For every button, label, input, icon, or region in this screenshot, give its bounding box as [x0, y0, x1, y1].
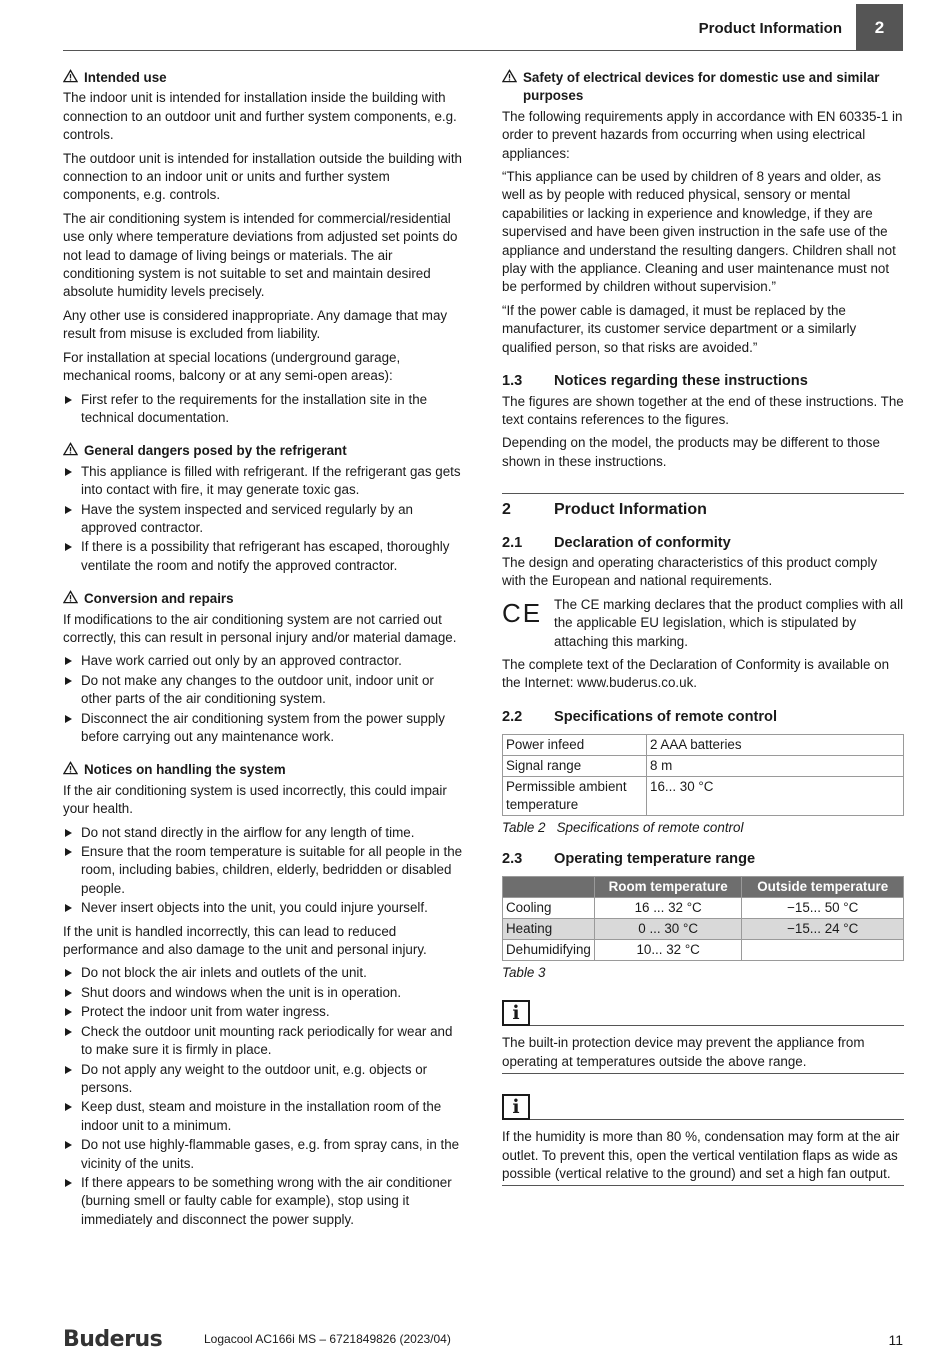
- conversion-heading: Conversion and repairs: [63, 590, 463, 608]
- paragraph: The following requirements apply in accordance with EN 60335-1 in order to prevent hazards from occurring when using electrical appliances:: [502, 108, 903, 161]
- remote-spec-table: [502, 734, 904, 816]
- header-rule: [63, 50, 856, 51]
- list-item: This appliance is filled with refrigerant. If the refrigerant gas gets into contact with fire, it may generate toxic gas.: [63, 463, 463, 500]
- section-2-3-heading: 2.3 Operating temperature range: [502, 850, 756, 867]
- ce-text: The CE marking declares that the product complies with all the applicable EU legislation, which is stipulated by attaching this marking.: [554, 596, 904, 649]
- table-cell: Dehumidifying: [503, 940, 595, 961]
- paragraph: “This appliance can be used by children of 8 years and older, as well as by people with reduced physical, sensory or mental capabilities or lacking in experience and knowledge, if they are supervised and have been given instruction in the safe use of the appliance and understand the resulting dangers. Children shall not play with the appliance. Cleaning and user maintenance must not be performed by children without supervision.”: [502, 169, 896, 295]
- section-2-1-heading: 2.1 Declaration of conformity: [502, 534, 731, 551]
- note-text: If the humidity is more than 80 %, condensation may form at the air outlet. To prevent this, open the vertical ventilation flaps as wide as possible (vertical relative to the ground) and set a high fan output.: [502, 1120, 904, 1186]
- table-row: [503, 777, 904, 816]
- ce-mark-icon: CE: [502, 597, 543, 628]
- warning-icon: [63, 442, 81, 456]
- paragraph: “If the power cable is damaged, it must be replaced by the manufacturer, its customer service department or a similarly qualified person, so that risks are avoided.”: [502, 302, 857, 355]
- list-item: Have the system inspected and serviced regularly by an approved contractor.: [63, 501, 463, 538]
- paragraph: If the air conditioning system is used incorrectly, this could impair your health.: [63, 782, 447, 817]
- info-icon: i: [502, 1094, 530, 1120]
- paragraph: The design and operating characteristics of this product comply with the European and national requirements.: [502, 554, 878, 589]
- paragraph: The indoor unit is intended for installation inside the building with connection to an outdoor unit and further system components, e.g. controls.: [63, 90, 457, 143]
- table-row: [503, 940, 904, 961]
- info-note: [502, 1000, 904, 1074]
- paragraph: Any other use is considered inappropriate. Any damage that may result from misuse is excluded from liability.: [63, 307, 448, 342]
- paragraph: Depending on the model, the products may be different to those shown in these instructions.: [502, 435, 880, 469]
- table-cell: −15... 24 °C: [742, 919, 904, 940]
- handling-heading: Notices on handling the system: [63, 761, 463, 779]
- paragraph: For installation at special locations (underground garage, mechanical rooms, balcony or at any semi-open areas):: [63, 349, 401, 384]
- table-row: [503, 898, 904, 919]
- list-item: First refer to the requirements for the installation site in the technical documentation.: [63, 391, 463, 428]
- temperature-table: [502, 876, 904, 961]
- warning-icon: [63, 761, 81, 775]
- table-header: Room temperature: [594, 877, 742, 898]
- ce-marking-block: [502, 596, 904, 651]
- intended-use-heading: Intended use: [63, 69, 463, 87]
- paragraph: The air conditioning system is intended for commercial/residential use only where temperature deviations from adjusted set points do not lead to damage of living beings or materials. The air conditioning system is not suitable to set and maintain desired absolute humidity levels precisely.: [63, 210, 458, 300]
- table-cell: 16... 30 °C: [647, 777, 904, 816]
- table-caption: Table 3: [502, 965, 546, 980]
- table-cell: 8 m: [647, 756, 904, 777]
- paragraph: The complete text of the Declaration of Conformity is available on the Internet: www.buderus.co.uk.: [502, 656, 890, 691]
- table-header-row: [503, 877, 904, 898]
- table-header: Outside temperature: [742, 877, 904, 898]
- table-cell: Heating: [503, 919, 595, 940]
- buderus-logo: Buderus: [63, 1327, 163, 1352]
- table-cell: 16 ... 32 °C: [594, 898, 742, 919]
- list-item: If there is a possibility that refrigerant has escaped, thoroughly ventilate the room and notify the approved contractor.: [63, 538, 463, 575]
- page-number: 11: [888, 1332, 903, 1348]
- table-cell: Signal range: [503, 756, 647, 777]
- table-cell: [742, 940, 904, 961]
- section-2-heading: 2 Product Information: [502, 501, 707, 519]
- bullet-list: [63, 652, 463, 746]
- table-row: [503, 735, 904, 756]
- list-item: Keep dust, steam and moisture in the installation room of the indoor unit to a minimum.: [63, 1098, 463, 1135]
- warning-icon: [63, 590, 81, 604]
- bullet-list: [63, 463, 463, 575]
- list-item: Never insert objects into the unit, you could injure yourself.: [63, 899, 463, 917]
- info-note: [502, 1094, 904, 1186]
- table-cell: Power infeed: [503, 735, 647, 756]
- section-2-2-heading: 2.2 Specifications of remote control: [502, 708, 777, 725]
- section-1-3-heading: 1.3 Notices regarding these instructions: [502, 373, 808, 390]
- chapter-number: 2: [856, 4, 903, 51]
- table-caption: Table 2 Specifications of remote control: [502, 820, 744, 836]
- list-item: Shut doors and windows when the unit is in operation.: [63, 984, 463, 1002]
- right-column: [502, 69, 904, 1206]
- paragraph: If modifications to the air conditioning system are not carried out correctly, this can result in personal injury and/or material damage.: [63, 611, 457, 645]
- table-cell: 0 ... 30 °C: [594, 919, 742, 940]
- list-item: Do not stand directly in the airflow for any length of time.: [63, 824, 463, 842]
- warning-icon: [502, 69, 520, 83]
- list-item: Check the outdoor unit mounting rack periodically for wear and to make sure it is firmly in place.: [63, 1023, 463, 1060]
- refrigerant-heading: General dangers posed by the refrigerant: [63, 442, 463, 460]
- list-item: Do not make any changes to the outdoor unit, indoor unit or other parts of the air conditioning system.: [63, 672, 463, 709]
- paragraph: The figures are shown together at the end of these instructions. The text contains references to the figures.: [502, 393, 904, 427]
- table-cell: Cooling: [503, 898, 595, 919]
- safety-heading: Safety of electrical devices for domestic use and similar purposes: [502, 69, 904, 106]
- table-row: [503, 919, 904, 940]
- list-item: Disconnect the air conditioning system from the power supply before carrying out any maintenance work.: [63, 710, 463, 747]
- table-cell: 10... 32 °C: [594, 940, 742, 961]
- bullet-list: [63, 824, 463, 918]
- warning-icon: [63, 69, 81, 83]
- list-item: Protect the indoor unit from water ingress.: [63, 1003, 463, 1021]
- left-column: [63, 69, 463, 1234]
- table-header: [503, 877, 595, 898]
- header-title: Product Information: [698, 20, 842, 37]
- bullet-list: [63, 964, 463, 1229]
- paragraph: If the unit is handled incorrectly, this can lead to reduced performance and also damage to the unit and personal injury.: [63, 923, 427, 958]
- note-text: The built-in protection device may prevent the appliance from operating at temperatures outside the above range.: [502, 1026, 904, 1074]
- list-item: Do not use highly-flammable gases, e.g. from spray cans, in the vicinity of the units.: [63, 1136, 463, 1173]
- list-item: Have work carried out only by an approved contractor.: [63, 652, 463, 670]
- table-cell: −15... 50 °C: [742, 898, 904, 919]
- table-cell: 2 AAA batteries: [647, 735, 904, 756]
- list-item: If there appears to be something wrong with the air conditioner (burning smell or faulty cable for example), stop using it immediately and disconnect the power supply.: [63, 1174, 463, 1229]
- info-icon: i: [502, 1000, 530, 1026]
- bullet-list: [63, 391, 463, 428]
- list-item: Do not block the air inlets and outlets of the unit.: [63, 964, 463, 982]
- list-item: Do not apply any weight to the outdoor unit, e.g. objects or persons.: [63, 1061, 463, 1098]
- footer-document-id: Logacool AC166i MS – 6721849826 (2023/04): [204, 1332, 451, 1346]
- table-cell: Permissible ambient temperature: [503, 777, 647, 816]
- list-item: Ensure that the room temperature is suitable for all people in the room, including babies, children, elderly, bedridden or disabled people.: [63, 843, 463, 898]
- paragraph: The outdoor unit is intended for installation outside the building with connection to an indoor unit or units and further system components, e.g. controls.: [63, 150, 462, 203]
- table-row: [503, 756, 904, 777]
